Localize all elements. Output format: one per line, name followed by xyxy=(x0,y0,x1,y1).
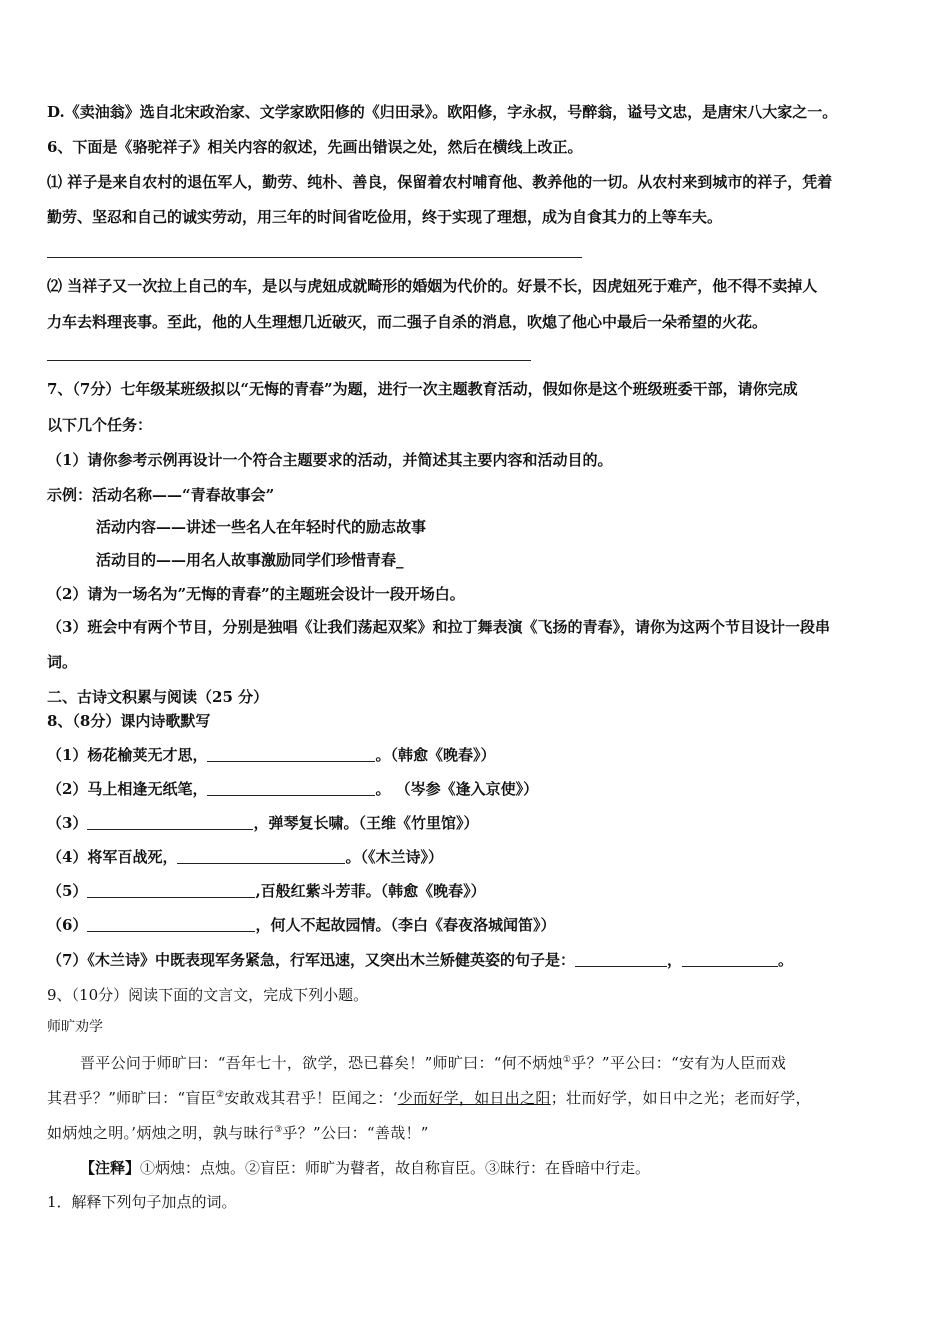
q9-stem: 9、（10分）阅读下面的文言文，完成下列小题。 xyxy=(47,986,369,1004)
fill-blank[interactable] xyxy=(87,815,253,830)
q5-option-d: D.《卖油翁》选自北宋政治家、文学家欧阳修的《归田录》。欧阳修，字永叔，号醉翁，谥号文忠，是唐宋八大家之一。 xyxy=(47,103,838,121)
passage-line-1: 晋平公问于师旷曰：“吾年七十，欲学，恐已暮矣！”师旷曰：“何不炳烛①乎？”平公曰：“安有为人臣而戏 xyxy=(80,1054,787,1072)
q8-item-3: （3） ，弹琴复长啸。（王维《竹里馆》） xyxy=(47,814,479,832)
footnote-marker-2: ② xyxy=(215,1090,225,1100)
footnote-marker-1: ① xyxy=(562,1055,572,1065)
example-name: 示例：活动名称——“青春故事会” xyxy=(47,486,275,504)
passage-line-2: 其君乎？”师旷曰：“盲臣②安敢戏其君乎！臣闻之：‘少而好学，如日出之阳；壮而好学，如日中之光；老而好学， xyxy=(47,1089,811,1107)
q7-task-3-cont: 词。 xyxy=(47,653,78,671)
q8-item-2: （2）马上相逢无纸笔， 。 （岑参《逢入京使》） xyxy=(47,780,539,798)
answer-line-1[interactable] xyxy=(47,257,582,258)
annotation: 【注释】①炳烛：点烛。②盲臣：师旷为瞽者，故自称盲臣。③昧行：在昏暗中行走。 xyxy=(80,1159,651,1177)
q6-paragraph-2: ⑵ 当祥子又一次拉上自己的车，是以与虎妞成就畸形的婚姻为代价的。好景不长，因虎妞死于难产，他不得不卖掉人 xyxy=(47,277,818,295)
fill-blank[interactable] xyxy=(207,747,375,762)
fill-blank[interactable] xyxy=(87,917,255,932)
q6-paragraph-1: ⑴ 祥子是来自农村的退伍军人，勤劳、纯朴、善良，保留着农村哺育他、教养他的一切。从农村来到城市的祥子，凭着 xyxy=(47,173,833,191)
q7-stem: 7、（7分）七年级某班级拟以“无悔的青春”为题，进行一次主题教育活动，假如你是这个班级班委干部，请你完成 xyxy=(47,380,798,398)
passage-line-3: 如炳烛之明。’炳烛之明，孰与昧行③乎？”公曰：“善哉！” xyxy=(47,1124,429,1142)
example-goal: 活动目的——用名人故事激励同学们珍惜青春_ xyxy=(96,551,404,569)
option-letter: D. xyxy=(47,103,65,121)
passage-title: 师旷劝学 xyxy=(47,1019,103,1035)
section-2-heading: 二、古诗文积累与阅读（25 分） xyxy=(47,688,269,706)
fill-blank[interactable] xyxy=(87,883,255,898)
q7-stem-cont: 以下几个任务： xyxy=(47,416,153,434)
q6-paragraph-2-cont: 力车去料理丧事。至此，他的人生理想几近破灭，而二强子自杀的消息，吹熄了他心中最后一朵希望的火花。 xyxy=(47,313,768,331)
fill-blank[interactable] xyxy=(682,952,778,967)
q7-task-1: （1）请你参考示例再设计一个符合主题要求的活动，并简述其主要内容和活动目的。 xyxy=(47,451,613,469)
answer-line-2[interactable] xyxy=(47,360,531,361)
q7-task-3: （3）班会中有两个节目，分别是独唱《让我们荡起双桨》和拉丁舞表演《飞扬的青春》，请你为这两个节目设计一段串 xyxy=(47,618,830,636)
q9-subquestion-1: 1．解释下列句子加点的词。 xyxy=(47,1193,237,1211)
q6-stem: 6、下面是《骆驼祥子》相关内容的叙述，先画出错误之处，然后在横线上改正。 xyxy=(47,138,583,156)
footnote-marker-3: ③ xyxy=(274,1125,283,1135)
q8-item-6: （6） ，何人不起故园情。（李白《春夜洛城闻笛》） xyxy=(47,916,556,934)
annotation-label: 【注释】 xyxy=(80,1159,141,1177)
q8-item-5: （5） ,百般红紫斗芳菲。（韩愈《晚春》） xyxy=(47,882,486,900)
q8-item-4: （4）将军百战死， 。（《木兰诗》） xyxy=(47,848,443,866)
fill-blank[interactable] xyxy=(575,952,667,967)
q8-item-7: （7）《木兰诗》中既表现军务紧急，行军迅速，又突出木兰矫健英姿的句子是： ， 。 xyxy=(47,951,793,969)
example-content: 活动内容——讲述一些名人在年轻时代的励志故事 xyxy=(96,518,427,536)
q8-stem: 8、（8分）课内诗歌默写 xyxy=(47,712,211,730)
q8-item-1: （1）杨花榆荚无才思， 。（韩愈《晚春》） xyxy=(47,746,496,764)
underlined-phrase: 少而好学，如日出之阳 xyxy=(397,1089,551,1107)
q7-task-2: （2）请为一场名为”无悔的青春”的主题班会设计一段开场白。 xyxy=(47,585,465,603)
q6-paragraph-1-cont: 勤劳、坚忍和自己的诚实劳动，用三年的时间省吃俭用，终于实现了理想，成为自食其力的上等车夫。 xyxy=(47,208,723,226)
fill-blank[interactable] xyxy=(177,849,345,864)
fill-blank[interactable] xyxy=(207,781,375,796)
